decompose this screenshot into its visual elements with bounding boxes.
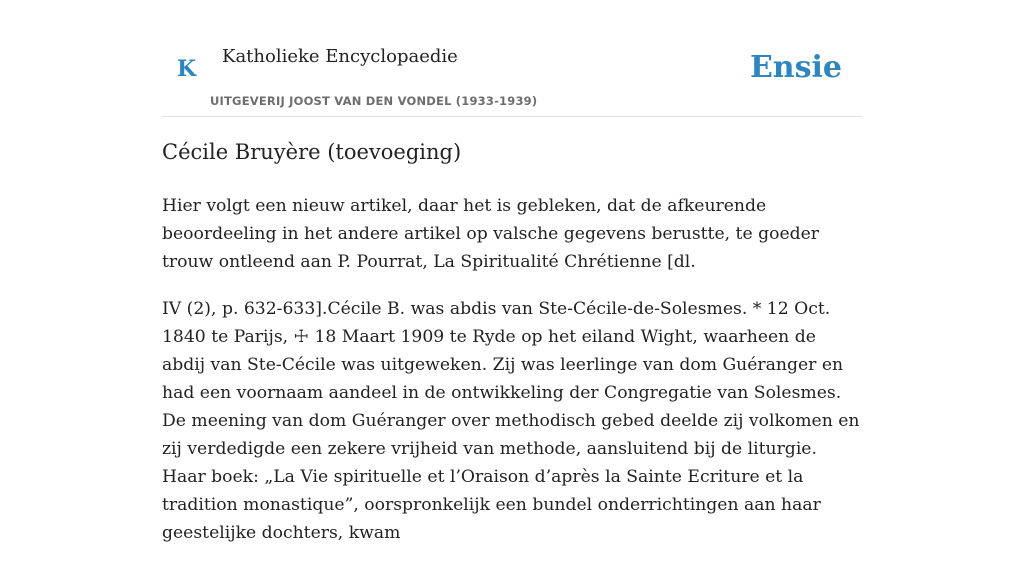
article-body (162, 192, 862, 566)
article-paragraph: Hier volgt een nieuw artikel, daar het is gebleken, dat de afkeurende beoordeeling in het andere artikel op valsche gegevens berustte, te goeder trouw ontleend aan P. Pourrat, La Spiritualité Chrétienne [dl. (162, 196, 820, 272)
ensie-brand-logo[interactable]: Ensie (749, 50, 842, 85)
site-header (162, 0, 862, 117)
encyclopedia-name: Katholieke Encyclopaedie (222, 46, 458, 67)
article-paragraph: IV (2), p. 632-633].Cécile B. was abdis van Ste-Cécile-de-Solesmes. * 12 Oct. 1840 te Parijs, ☩ 18 Maart 1909 te Ryde op het eiland Wight, waarheen de abdij van Ste-Cécile was uitgeweken. Zij was leerlinge van dom Guéranger en had een voornaam aandeel in de ontwikkeling der Congregatie van Solesmes. De meening van dom Guéranger over methodisch gebed deelde zij volkomen en zij verdedigde een zekere vrijheid van methode, aansluitend bij de liturgie. Haar boek: „La Vie spirituelle et l’Oraison d’après la Sainte Ecriture et la tradition monastique”, oorspronkelijk een bundel onderrichtingen aan haar geestelijke dochters, kwam (162, 299, 860, 543)
encyclopedia-logo[interactable]: K (177, 56, 197, 82)
article-title: Cécile Bruyère (toevoeging) (162, 140, 462, 164)
publisher-label: UITGEVERIJ JOOST VAN DEN VONDEL (1933-1939) (210, 94, 538, 108)
